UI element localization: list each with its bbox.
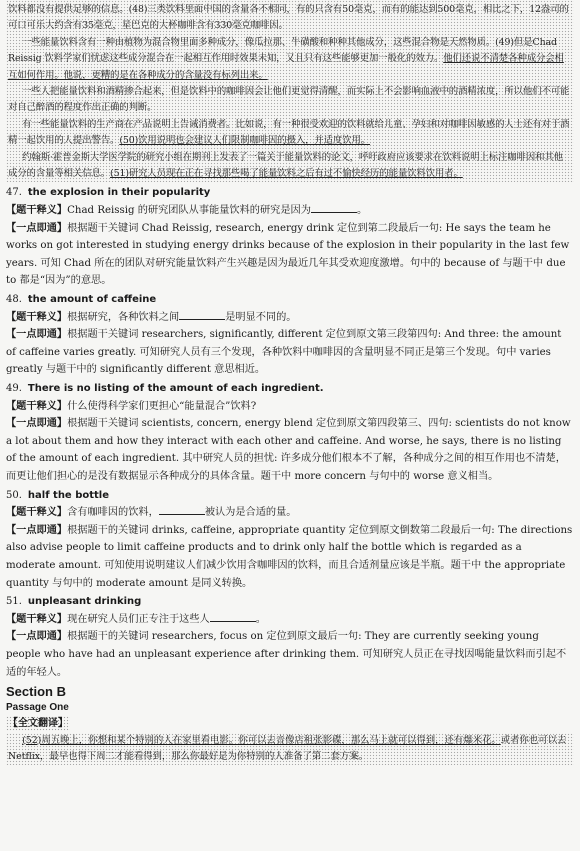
answer-text: unpleasant drinking [27,596,142,608]
translation-text: 或者你也可以去 Netflix，最早也得下周二才能看得到，那么你最好是为你特别的人准备了第二套方案。 [8,734,567,762]
translation-paragraph [8,150,572,183]
answer-blank [311,202,357,213]
answer-text: the amount of caffeine [27,294,157,306]
full-translation-block [6,733,574,765]
answer-blank [210,611,256,622]
paraphrase-text: 含有咖啡因的饮料， [67,507,159,519]
question-explanation [6,220,574,290]
answer-line [6,593,574,611]
question-item [6,487,574,593]
answer-text: There is no listing of the amount of each ingredient. [27,383,324,394]
question-item [6,291,574,379]
explanation-text: 根据题干关键词 researchers, significantly, different 定位到原文第三段第四句: And three: the amount of caffeine varies greatly. 可知研究人员有三个发现，各种饮料中咖啡因的含量明显不同正是第三个发现。句中 varies greatly 与题干中的 significantly different 意思相近。 [6,329,562,376]
question-explanation [6,628,574,681]
translation-paragraph: 饮料都没有提供足够的信息。(48)三类饮料里面中国的含量各不相同，有的只含有50毫克，而有的能达到500毫克，相比之下，12盎司的可口可乐大约含有35毫克，星巴克的大杯咖啡含有330毫克咖啡因。 [8,4,569,32]
answer-text: half the bottle [27,489,109,501]
explanation-label: 【一点即通】 [6,417,68,430]
paraphrase-label: 【题干释义】 [6,399,68,412]
question-paraphrase [6,398,574,416]
translation-text-underlined: 他们还说不清楚各种成分会相互如何作用。他说，更糟的是在各种成分的含量没有标列出来。 [8,53,564,81]
explanation-label: 【一点即通】 [6,328,68,341]
question-explanation [6,326,574,379]
question-number: 50. [6,489,22,501]
question-paraphrase [6,309,574,327]
translation-text: 有一些能量饮料的生产商在产品说明上告诫消费者。比如说，有一种很受欢迎的饮料就给儿童、孕妇和对咖啡因敏感的人士还有对于酒精一起饮用的人提出警告。 [8,118,570,147]
translation-text: Chad Reissig 饮料学家们忧虑这些成分混合在一起相互作用时效果未知，又且只有这些能够更加一般化的效力。 [8,36,557,65]
question-number: 51. [6,596,22,608]
question-explanation [6,415,574,485]
explanation-label: 【一点即通】 [6,221,68,234]
translation-block [6,0,574,182]
question-item [6,380,574,486]
paraphrase-label: 【题干释义】 [6,612,68,625]
explanation-text: 根据题干的关键词 researchers, focus on 定位到原文最后一句: They are currently seeking young people who have had an unpleasant experience after drinking them. 可知研究人员正在寻找因喝能量饮料而引起不适的年轻人。 [6,631,567,678]
section-title: Section B [6,684,66,700]
question-number: 48. [6,294,22,306]
paraphrase-tail: 。 [356,205,368,217]
paraphrase-label: 【题干释义】 [6,204,68,217]
answer-blank [179,309,225,320]
paraphrase-tail: 是明显不同的。 [225,311,297,323]
paraphrase-text: 根据研究，各种饮料之间 [67,311,180,323]
question-item [6,593,574,681]
translation-text: 一些能量饮料含有一种由植物为混合物里面多种成分，像瓜拉那、牛磺酸和种种其他成分，这些混合物是天然物质。(49)但是 [22,36,533,48]
answer-line [6,380,574,398]
question-paraphrase [6,611,574,629]
paraphrase-text: 现在研究人员们正专注于这些人 [67,613,210,625]
explanation-label: 【一点即通】 [6,523,68,536]
paraphrase-text: 什么使得科学家们更担心“能量混合”饮料? [67,400,257,412]
question-explanation [6,522,574,592]
answer-text: the explosion in their popularity [27,187,211,199]
translation-paragraph [8,117,572,150]
translation-text-underlined: (51)研究人员现在正在寻找那些喝了能量饮料之后有过不愉快经历的能量饮料饮用者。 [110,168,463,180]
translation-paragraph: 一些人把能量饮料和酒精掺合起来，但是饮料中的咖啡因会让他们更觉得清醒，而实际上不会影响血液中的酒精浓度，所以他们不可能对自己醉酒的程度作出正确的判断。 [8,86,570,114]
question-paraphrase [6,504,574,522]
translation-paragraph [8,733,572,765]
translation-text-underlined: (50)饮用说明也会建议人们限制咖啡因的摄入，并适度饮用。 [119,135,371,147]
explanation-text: 根据题干的关键词 drinks, caffeine, appropriate quantity 定位到原文倒数第二段最后一句: The directions also advise people to limit caffeine products and to drink only half the bottle which is regarded as a moderate amount. 可知使用说明建议人们减少饮用含咖啡因的饮料，而且合适剂量应该是半瓶。题干中 the appropriate quantity 与句中的 moderate amount 是同义转换。 [6,524,573,589]
question-number: 49. [6,383,22,394]
passage-title: Passage One [6,702,69,714]
explanation-label: 【一点即通】 [6,630,68,643]
explanation-text: 根据题干关键词 Chad Reissig, research, energy drink 定位到第二段最后一句: He says the team he works on got interested in studying energy drinks because of the explosion in their popularity in the last few years. 可知 Chad 所在的团队对研究能量饮料产生兴趣是因为最近几年其受欢迎度激增。句中的 because of 与题干中 due to 都是“因为”的意思。 [6,222,570,287]
explanation-text: 根据题干关键词 scientists, concern, energy blend 定位到原文第四段第三、四句: scientists do not know a lot about them and how they interact with each other and caffeine. And worse, he says, there is no listing of the amount of each ingredient. 其中研究人员的担忧: 许多成分他们根本不了解，各种成分之间的相互作用也不清楚，而更让他们担心的是没有数据显示各种成分的具体含量。题干中 more concern 与句中的 worse 意义相当。 [6,418,571,482]
paraphrase-tail: 。 [255,613,266,625]
paraphrase-text: Chad Reissig 的研究团队从事能量饮料的研究是因为 [67,205,311,217]
question-item [6,184,574,290]
paraphrase-label: 【题干释义】 [6,506,68,519]
translation-text-underlined: (52)周五晚上，你想和某个特别的人在家里看电影。你可以去音像店租张影碟，那么马上就可以得到，还有爆米花。 [22,734,501,746]
answer-line [6,291,574,309]
question-number: 47. [6,187,22,199]
full-translation-label: 【全文翻译】 [8,718,68,730]
answer-explanations [6,184,574,764]
answer-blank [159,504,205,515]
answer-line [6,487,574,505]
paraphrase-label: 【题干释义】 [6,310,68,323]
answer-line [6,184,574,202]
translation-paragraph [8,35,572,84]
translation-text: 约翰斯·霍普金斯大学医学院的研究小组在期刊上发表了一篇关于能量饮料的论文，呼吁政府应该要求在饮料说明上标注咖啡因和其他成分的含量等相关信息。 [8,151,563,180]
paraphrase-tail: 被认为是合适的量。 [204,507,297,519]
question-paraphrase [6,202,574,220]
